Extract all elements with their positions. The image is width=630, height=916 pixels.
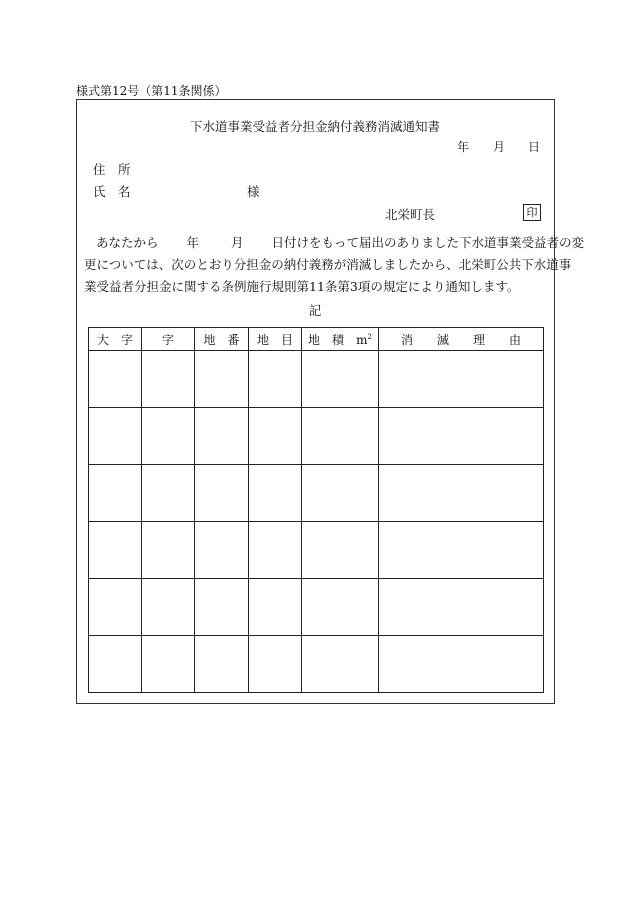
date-month-label: 月 [493, 140, 506, 154]
table-cell[interactable] [302, 465, 379, 522]
ki-heading: 記 [308, 303, 322, 318]
header-chiseki [302, 328, 379, 351]
table-row [89, 636, 544, 693]
date-year-label: 年 [457, 140, 470, 154]
table-cell[interactable] [379, 351, 544, 408]
table-cell[interactable] [195, 351, 249, 408]
table-cell[interactable] [89, 408, 142, 465]
body-line-3: 業受益者分担金に関する条例施行規則第11条第3項の規定により通知します。 [84, 279, 520, 294]
table-cell[interactable] [379, 579, 544, 636]
table-cell[interactable] [142, 522, 195, 579]
table-cell[interactable] [142, 465, 195, 522]
table-cell[interactable] [302, 351, 379, 408]
table-cell[interactable] [249, 636, 302, 693]
land-table [88, 327, 544, 693]
table-cell[interactable] [195, 408, 249, 465]
table-cell[interactable] [379, 636, 544, 693]
header-chiban: 地 番 [195, 328, 249, 351]
table-cell[interactable] [195, 522, 249, 579]
table-row [89, 351, 544, 408]
table-cell[interactable] [379, 465, 544, 522]
body-line-1-start: あなたから [96, 235, 159, 250]
date-day-label: 日 [528, 140, 541, 154]
form-number-label: 様式第12号（第11条関係） [76, 84, 227, 98]
table-cell[interactable] [195, 636, 249, 693]
table-cell[interactable] [379, 408, 544, 465]
table-cell[interactable] [89, 351, 142, 408]
table-body [89, 351, 544, 693]
body-line-1-month: 月 [231, 235, 244, 250]
header-chiseki-label: 地 積 [308, 332, 345, 347]
table-cell[interactable] [195, 465, 249, 522]
table-cell[interactable] [142, 351, 195, 408]
body-line-1-year: 年 [186, 235, 200, 250]
issuer-name: 北栄町長 [385, 207, 436, 222]
table-cell[interactable] [379, 522, 544, 579]
table-header-row [89, 328, 544, 351]
table-cell[interactable] [142, 636, 195, 693]
table-row [89, 408, 544, 465]
header-chiseki-unit: m [356, 332, 368, 347]
body-line-1 [84, 232, 585, 254]
table-cell[interactable] [249, 408, 302, 465]
table-cell[interactable] [302, 522, 379, 579]
address-label: 住 所 [93, 162, 131, 177]
table-cell[interactable] [302, 636, 379, 693]
header-chimoku: 地 目 [249, 328, 302, 351]
seal-stamp [523, 204, 541, 221]
table-cell[interactable] [302, 579, 379, 636]
header-chiseki-unit-sup: 2 [367, 332, 372, 341]
notice-body [84, 232, 585, 298]
header-reason: 消 滅 理 由 [379, 328, 544, 351]
seal-label: 印 [526, 206, 538, 219]
table-cell[interactable] [302, 408, 379, 465]
header-oaza: 大 字 [89, 328, 142, 351]
table-row [89, 465, 544, 522]
table-cell[interactable] [142, 579, 195, 636]
body-line-1-rest: 日付けをもって届出のありました下水道事業受益者の変 [271, 235, 585, 250]
table-cell[interactable] [89, 465, 142, 522]
table-row [89, 579, 544, 636]
body-line-2: 更については、次のとおり分担金の納付義務が消滅しましたから、北栄町公共下水道事 [84, 257, 572, 272]
table-cell[interactable] [142, 408, 195, 465]
table-cell[interactable] [89, 579, 142, 636]
honorific-label: 様 [247, 184, 260, 199]
table-cell[interactable] [249, 351, 302, 408]
table-cell[interactable] [89, 636, 142, 693]
table-cell[interactable] [249, 579, 302, 636]
table-cell[interactable] [195, 579, 249, 636]
header-aza: 字 [142, 328, 195, 351]
document-title: 下水道事業受益者分担金納付義務消滅通知書 [189, 119, 440, 134]
table-cell[interactable] [89, 522, 142, 579]
table-cell[interactable] [249, 522, 302, 579]
name-label: 氏 名 [93, 184, 131, 199]
table-cell[interactable] [249, 465, 302, 522]
table-row [89, 522, 544, 579]
